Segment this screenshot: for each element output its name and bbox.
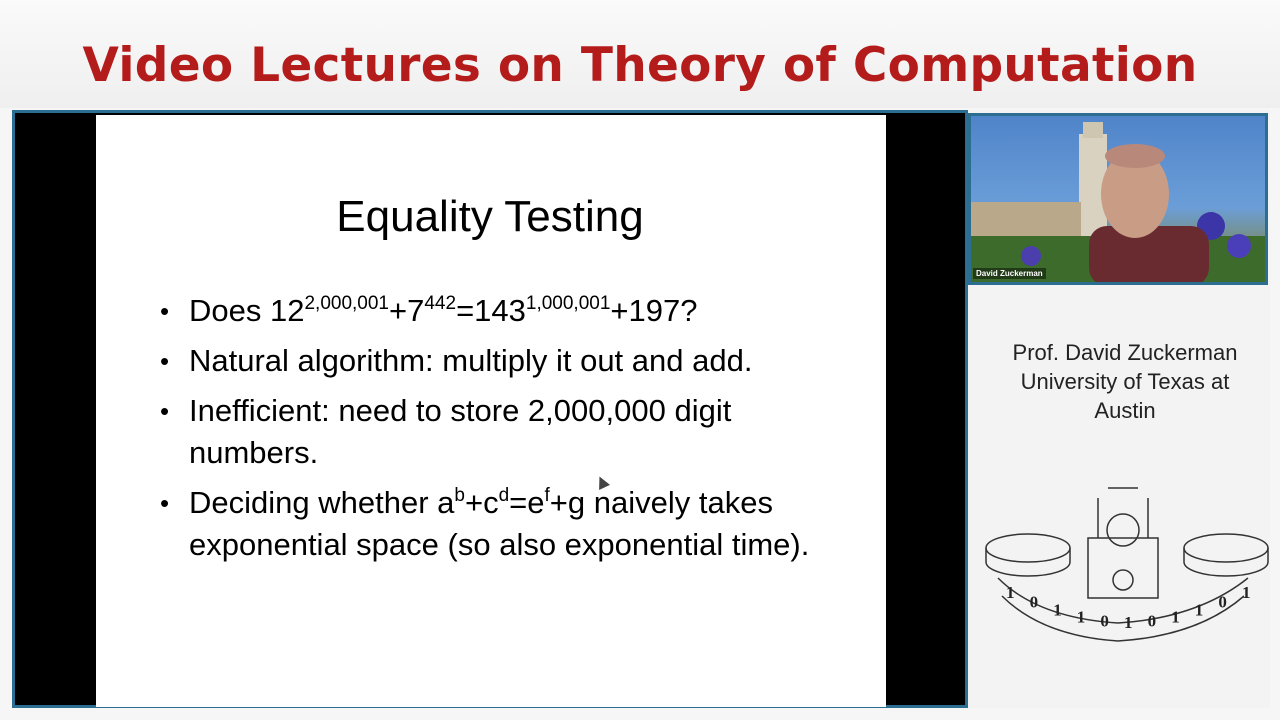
bullet-dot-icon: • bbox=[160, 396, 170, 426]
webcam-name-label: David Zuckerman bbox=[973, 268, 1046, 279]
slide-bullet bbox=[160, 290, 860, 332]
tape-symbol: 1 bbox=[1124, 613, 1133, 632]
bullet-text-run: +197? bbox=[610, 293, 698, 328]
exponent: 2,000,001 bbox=[304, 293, 389, 314]
exponent: f bbox=[544, 485, 550, 506]
prof-line: Austin bbox=[1094, 398, 1156, 423]
slide-bullet bbox=[160, 340, 860, 382]
bullet-text-run: Deciding whether a bbox=[189, 485, 455, 520]
exponent: 442 bbox=[424, 293, 457, 314]
bullet-text-run: =e bbox=[509, 485, 545, 520]
bullet-list bbox=[160, 290, 860, 574]
exponent: b bbox=[454, 485, 465, 506]
bullet-text-run: Does 12 bbox=[189, 293, 305, 328]
bullet-text-run: =143 bbox=[456, 293, 526, 328]
banner-title: Video Lectures on Theory of Computation bbox=[82, 38, 1198, 93]
bullet-text-run: Inefficient: need to store 2,000,000 digit numbers. bbox=[189, 393, 732, 470]
exponent: d bbox=[498, 485, 510, 506]
tape-symbol: 0 bbox=[1218, 592, 1227, 612]
tape-symbol: 1 bbox=[1053, 600, 1062, 620]
exponent: 1,000,001 bbox=[525, 293, 611, 314]
slide-bullet bbox=[160, 390, 860, 474]
bullet-text-run: Natural algorithm: multiply it out and add. bbox=[189, 343, 753, 378]
prof-line: Prof. David Zuckerman bbox=[1012, 340, 1238, 365]
tape-symbol: 0 bbox=[1029, 592, 1039, 612]
tape-symbol: 0 bbox=[1100, 611, 1109, 631]
bullet-dot-icon: • bbox=[160, 488, 170, 518]
webcam-video bbox=[968, 113, 1268, 285]
tape-symbol: 0 bbox=[1147, 611, 1157, 631]
bullet-dot-icon: • bbox=[160, 296, 170, 326]
slide-title: Equality Testing bbox=[336, 192, 644, 241]
tape-symbol: 1 bbox=[1076, 607, 1086, 627]
bullet-text bbox=[189, 343, 752, 378]
bullet-text bbox=[189, 485, 809, 562]
tape-symbol: 1 bbox=[1194, 600, 1204, 620]
tape-symbol: 1 bbox=[1242, 583, 1251, 602]
tape-symbol: 1 bbox=[1171, 607, 1180, 627]
turing-machine-illustration bbox=[978, 468, 1270, 678]
tape-symbol: 1 bbox=[1006, 583, 1015, 602]
bullet-dot-icon: • bbox=[160, 346, 170, 376]
bullet-text bbox=[189, 293, 698, 328]
banner bbox=[0, 0, 1280, 108]
bullet-text-run: +g naively takes exponential space (so also exponential time). bbox=[189, 485, 810, 562]
professor-info bbox=[980, 338, 1270, 425]
bullet-text bbox=[189, 393, 731, 470]
prof-line: University of Texas at bbox=[1020, 369, 1230, 394]
webcam-scene bbox=[971, 116, 1265, 282]
bullet-text-run: +c bbox=[464, 485, 499, 520]
slide-bullet bbox=[160, 482, 860, 566]
bullet-text-run: +7 bbox=[389, 293, 425, 328]
